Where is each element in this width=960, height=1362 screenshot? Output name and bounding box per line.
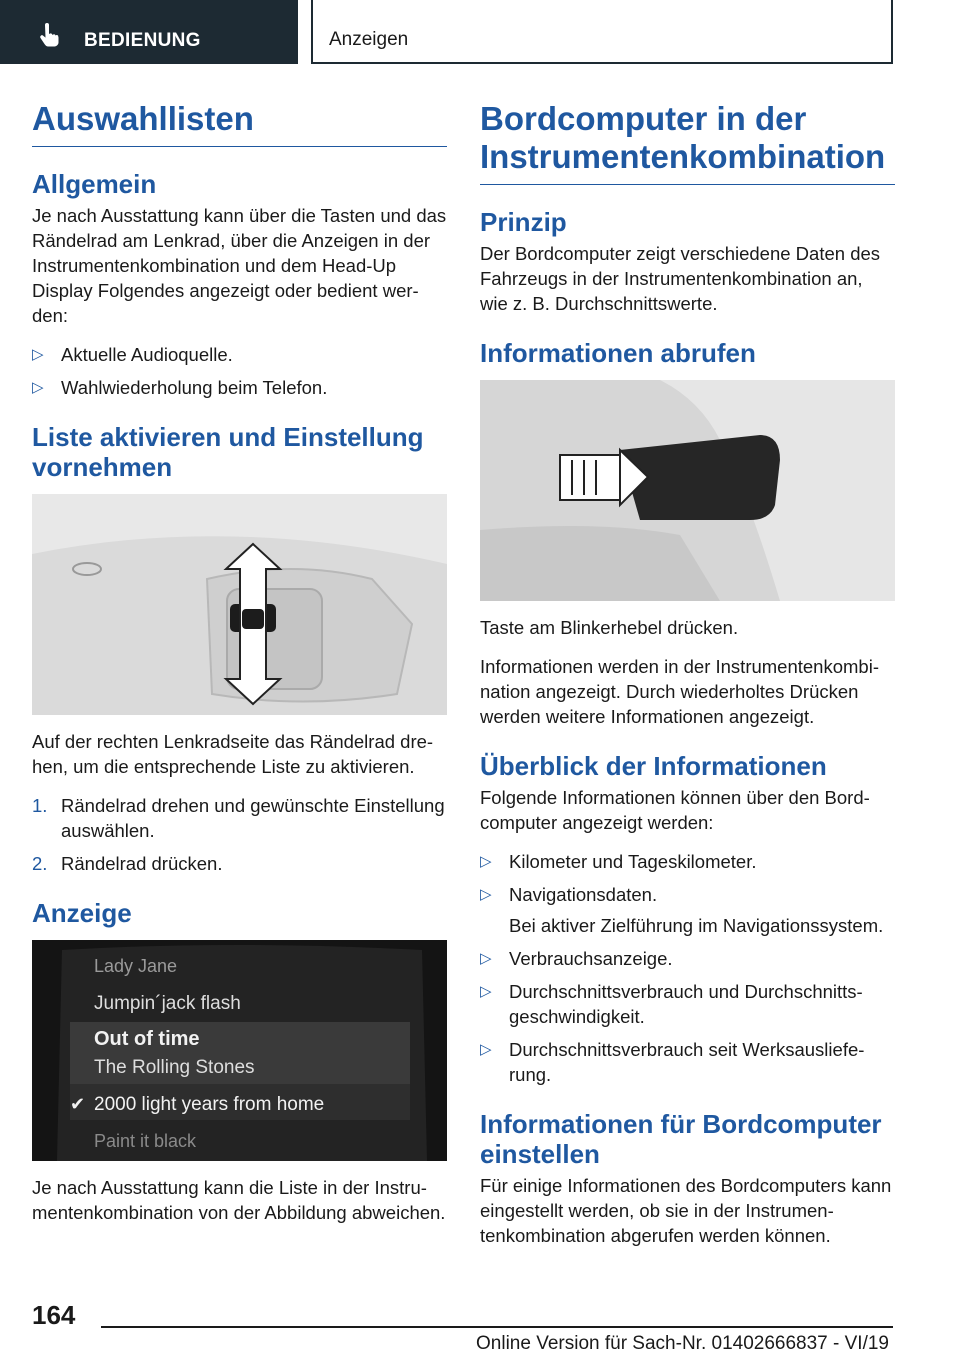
bullet-list-ueberblick: [480, 849, 895, 1087]
right-column: [480, 100, 895, 1262]
footer-version-text: Online Version für Sach-Nr. 01402666837 - VI/19: [476, 1333, 889, 1354]
paragraph-liste: Auf der rechten Lenkradseite das Rändelrad drehen, um die entsprechende Liste zu aktivieren.: [32, 731, 434, 777]
bullet-list-allgemein: [32, 342, 447, 400]
list-item: 1. Rändelrad drehen und gewünschte Einstellung auswählen.: [32, 795, 445, 841]
instrument-cluster-list-image: [32, 940, 447, 1161]
list-item: ▷ Durchschnittsverbrauch seit Werksauslieferung.: [480, 1039, 865, 1085]
header-title-box: [311, 0, 893, 64]
hand-pointer-icon: [36, 22, 62, 48]
triangle-bullet-icon: ▷: [32, 346, 44, 363]
heading-bordcomputer: Bordcomputer in der Instrumentenkombination: [480, 100, 895, 185]
section-label: BEDIENUNG: [84, 30, 201, 51]
display-item-paint-it-black: Paint it black: [94, 1131, 197, 1151]
triangle-bullet-icon: ▷: [480, 853, 492, 870]
list-item: ▷ Aktuelle Audioquelle.: [32, 344, 233, 365]
list-item: ▷ Durchschnittsverbrauch und Durchschnittsgeschwindigkeit.: [480, 981, 863, 1027]
heading-allgemein: Allgemein: [32, 169, 157, 199]
list-item: 2. Rändelrad drücken.: [32, 853, 223, 874]
paragraph-abrufen-1: Taste am Blinkerhebel drücken.: [480, 617, 739, 638]
triangle-bullet-icon: ▷: [480, 950, 492, 967]
display-item-the-rolling-stones: The Rolling Stones: [94, 1057, 255, 1078]
heading-einstellen: Informationen für Bordcomputer einstellen: [480, 1109, 882, 1169]
paragraph-anzeige: Je nach Ausstattung kann die Liste in der Instrumentenkombination von der Abbildung abweichen.: [32, 1177, 446, 1223]
turn-signal-lever-image: [480, 380, 895, 601]
checkmark-icon: ✔: [70, 1094, 86, 1115]
left-column: [32, 100, 447, 1239]
list-item: ▷ Wahlwiederholung beim Telefon.: [32, 377, 328, 398]
heading-auswahllisten: Auswahllisten: [32, 100, 447, 147]
step-number: 2.: [32, 853, 48, 874]
triangle-bullet-icon: ▷: [480, 983, 492, 1000]
paragraph-abrufen-2: Informationen werden in der Instrumentenkombination angezeigt. Durch wiederholtes Drücken werden weitere Informationen angezeigt.: [480, 656, 879, 727]
numbered-list-liste: [32, 793, 447, 876]
paragraph-prinzip: Der Bordcomputer zeigt verschiedene Daten des Fahrzeugs in der Instrumentenkombination an, wie z. B. Durchschnittswerte.: [480, 243, 881, 314]
triangle-bullet-icon: ▷: [480, 886, 492, 903]
display-item-jumpin-jack-flash: Jumpin´jack flash: [94, 993, 241, 1014]
triangle-bullet-icon: ▷: [32, 379, 44, 396]
list-item: ▷ Navigationsdaten. Bei aktiver Zielführung im Navigationssystem.: [480, 882, 895, 938]
heading-ueberblick: Überblick der Informationen: [480, 751, 827, 781]
footer-divider: [101, 1326, 893, 1328]
heading-informationen-abrufen: Informationen abrufen: [480, 338, 756, 368]
display-item-2000-light-years: 2000 light years from home: [94, 1094, 325, 1115]
list-item: ▷ Kilometer und Tageskilometer.: [480, 851, 757, 872]
steering-wheel-thumbwheel-image: [32, 494, 447, 715]
paragraph-einstellen: Für einige Informationen des Bordcomputers kann eingestellt werden, ob sie in der Instrumentenkombination abgerufen werden können.: [480, 1175, 892, 1246]
list-item: ▷ Verbrauchsanzeige.: [480, 948, 673, 969]
display-item-lady-jane: Lady Jane: [94, 956, 178, 976]
paragraph-ueberblick: Folgende Informationen können über den Bordcomputer angezeigt werden:: [480, 787, 870, 833]
page-number: 164: [32, 1300, 76, 1330]
display-item-out-of-time: Out of time: [94, 1028, 200, 1050]
heading-liste-aktivieren: Liste aktivieren und Einstellung vornehmen: [32, 422, 424, 482]
triangle-bullet-icon: ▷: [480, 1041, 492, 1058]
heading-anzeige: Anzeige: [32, 898, 132, 928]
list-item-note: Bei aktiver Zielführung im Navigationssystem.: [509, 915, 884, 936]
paragraph-allgemein: Je nach Ausstattung kann über die Tasten und das Rändelrad am Lenkrad, über die Anzeigen in der Instrumentenkombination und dem Head-Up Display Folgendes angezeigt oder bedient werden:: [32, 205, 447, 326]
chapter-title: Anzeigen: [329, 29, 409, 50]
step-number: 1.: [32, 795, 48, 816]
header-section-tab: [0, 0, 298, 64]
heading-prinzip: Prinzip: [480, 207, 567, 237]
